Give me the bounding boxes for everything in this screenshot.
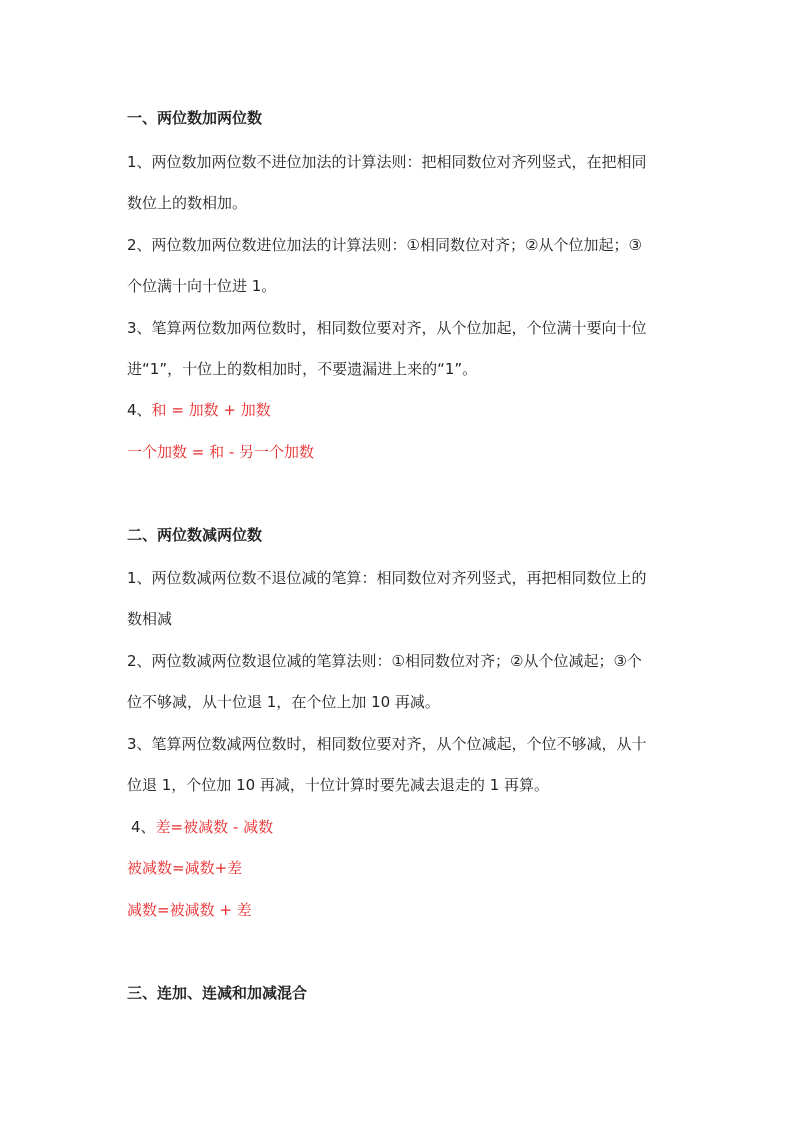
section-2-line-2: 数相减 — [127, 610, 173, 628]
section-2-title: 二、两位数减两位数 — [127, 526, 263, 544]
section-1-line-1: 1、两位数加两位数不进位加法的计算法则：把相同数位对齐列竖式，在把相同 — [127, 153, 647, 171]
formula-difference: 差=被减数 - 减数 — [155, 818, 274, 836]
section-2-line-1: 1、两位数减两位数不退位减的笔算：相同数位对齐列竖式，再把相同数位上的 — [127, 569, 647, 587]
section-1-title: 一、两位数加两位数 — [127, 109, 263, 127]
section-2-formula-1 — [131, 817, 273, 837]
section-1-line-6: 进“1”，十位上的数相加时，不要遗漏进上来的“1”。 — [127, 360, 478, 378]
section-3-title: 三、连加、连减和加减混合 — [127, 984, 308, 1002]
section-1-line-2: 数位上的数相加。 — [127, 194, 248, 212]
formula-prefix: 4、 — [131, 818, 156, 836]
section-2-formula-3: 减数=被减数 + 差 — [127, 901, 252, 919]
section-2-formula-2: 被减数=减数+差 — [127, 859, 243, 877]
section-2-line-3: 2、两位数减两位数退位减的笔算法则：①相同数位对齐；②从个位减起；③个 — [127, 652, 642, 670]
formula-sum: 和 = 加数 + 加数 — [151, 401, 271, 419]
section-1-formula-2: 一个加数 = 和 - 另一个加数 — [127, 443, 315, 461]
formula-prefix: 4、 — [127, 401, 152, 419]
section-2-line-5: 3、笔算两位数减两位数时，相同数位要对齐，从个位减起，个位不够减，从十 — [127, 735, 647, 753]
section-2-line-4: 位不够减，从十位退 1，在个位上加 10 再减。 — [127, 693, 440, 711]
section-1-line-5: 3、笔算两位数加两位数时，相同数位要对齐，从个位加起，个位满十要向十位 — [127, 319, 647, 337]
section-2-line-6: 位退 1，个位加 10 再减，十位计算时要先减去退走的 1 再算。 — [127, 776, 550, 794]
section-1-formula-1 — [127, 400, 271, 420]
section-1-line-3: 2、两位数加两位数进位加法的计算法则：①相同数位对齐；②从个位加起；③ — [127, 236, 642, 254]
section-1-line-4: 个位满十向十位进 1。 — [127, 277, 277, 295]
